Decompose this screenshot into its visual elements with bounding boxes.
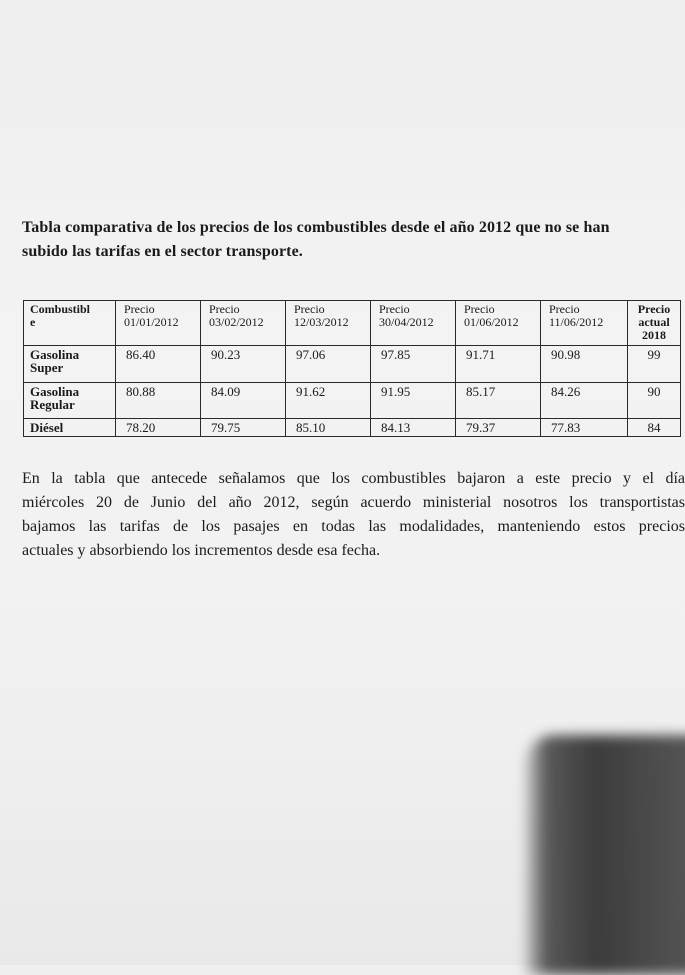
price-cell: 77.83 bbox=[541, 419, 628, 437]
header-price-date: 11/06/2012 bbox=[549, 315, 604, 329]
header-price-label: Precio bbox=[379, 302, 410, 316]
header-price-col-6 bbox=[541, 301, 628, 346]
header-price-label: Precio bbox=[464, 302, 495, 316]
paragraph-line-1: En la tabla que antecede señalamos que los combustibles bajaron a este precio y el día bbox=[22, 470, 685, 487]
price-cell: 91.71 bbox=[456, 346, 541, 383]
table-title-line-2: subido las tarifas en el sector transporte. bbox=[22, 243, 303, 260]
fuel-name-line-2: Regular bbox=[30, 397, 75, 412]
price-cell: 91.62 bbox=[286, 383, 371, 419]
price-cell: 79.75 bbox=[201, 419, 286, 437]
header-fuel bbox=[24, 301, 116, 346]
price-cell: 84.26 bbox=[541, 383, 628, 419]
header-price-col-5 bbox=[456, 301, 541, 346]
price-cell: 85.17 bbox=[456, 383, 541, 419]
header-price-col-2 bbox=[201, 301, 286, 346]
table-header-row bbox=[24, 301, 681, 346]
price-cell: 84.13 bbox=[371, 419, 456, 437]
header-current-line-2: actual bbox=[638, 315, 670, 329]
fuel-name-line-1: Gasolina bbox=[30, 347, 80, 362]
header-price-col-4 bbox=[371, 301, 456, 346]
header-price-label: Precio bbox=[294, 302, 325, 316]
header-price-col-1 bbox=[116, 301, 201, 346]
price-cell: 91.95 bbox=[371, 383, 456, 419]
current-price-cell: 84 bbox=[628, 419, 681, 437]
header-fuel-line-2: e bbox=[30, 315, 36, 329]
header-price-date: 30/04/2012 bbox=[379, 315, 434, 329]
photo-shadow bbox=[525, 735, 685, 975]
header-current-price bbox=[628, 301, 681, 346]
current-price-cell: 90 bbox=[628, 383, 681, 419]
explanation-paragraph bbox=[22, 467, 685, 563]
header-price-date: 12/03/2012 bbox=[294, 315, 349, 329]
header-price-col-3 bbox=[286, 301, 371, 346]
current-price-cell: 99 bbox=[628, 346, 681, 383]
header-price-label: Precio bbox=[209, 302, 240, 316]
price-cell: 97.85 bbox=[371, 346, 456, 383]
header-price-date: 01/01/2012 bbox=[124, 315, 179, 329]
price-cell: 80.88 bbox=[116, 383, 201, 419]
price-cell: 97.06 bbox=[286, 346, 371, 383]
price-cell: 86.40 bbox=[116, 346, 201, 383]
table-title-line-1: Tabla comparativa de los precios de los combustibles desde el año 2012 que no se han bbox=[22, 219, 610, 236]
price-cell: 84.09 bbox=[201, 383, 286, 419]
price-cell: 90.23 bbox=[201, 346, 286, 383]
fuel-name-line-2: Super bbox=[30, 360, 64, 375]
table-row bbox=[24, 346, 681, 383]
header-price-label: Precio bbox=[124, 302, 155, 316]
price-cell: 85.10 bbox=[286, 419, 371, 437]
table-row bbox=[24, 419, 681, 437]
table-title bbox=[22, 216, 685, 264]
header-price-label: Precio bbox=[549, 302, 580, 316]
fuel-name-cell bbox=[24, 346, 116, 383]
table-row bbox=[24, 383, 681, 419]
header-fuel-line-1: Combustibl bbox=[30, 302, 91, 316]
price-cell: 90.98 bbox=[541, 346, 628, 383]
fuel-name-line-1: Diésel bbox=[30, 420, 64, 435]
fuel-name-cell bbox=[24, 383, 116, 419]
fuel-name-cell bbox=[24, 419, 116, 437]
fuel-name-line-1: Gasolina bbox=[30, 384, 80, 399]
header-current-line-1: Precio bbox=[637, 302, 671, 316]
price-cell: 78.20 bbox=[116, 419, 201, 437]
paragraph-line-4: actuales y absorbiendo los incrementos desde esa fecha. bbox=[22, 542, 381, 559]
price-cell: 79.37 bbox=[456, 419, 541, 437]
paragraph-line-3: bajamos las tarifas de los pasajes en todas las modalidades, manteniendo estos precios bbox=[22, 518, 685, 535]
header-current-line-3: 2018 bbox=[642, 328, 666, 342]
header-price-date: 03/02/2012 bbox=[209, 315, 264, 329]
paragraph-line-2: miércoles 20 de Junio del año 2012, según acuerdo ministerial nosotros los transportistas bbox=[22, 494, 685, 511]
fuel-price-table bbox=[23, 300, 681, 437]
header-price-date: 01/06/2012 bbox=[464, 315, 519, 329]
